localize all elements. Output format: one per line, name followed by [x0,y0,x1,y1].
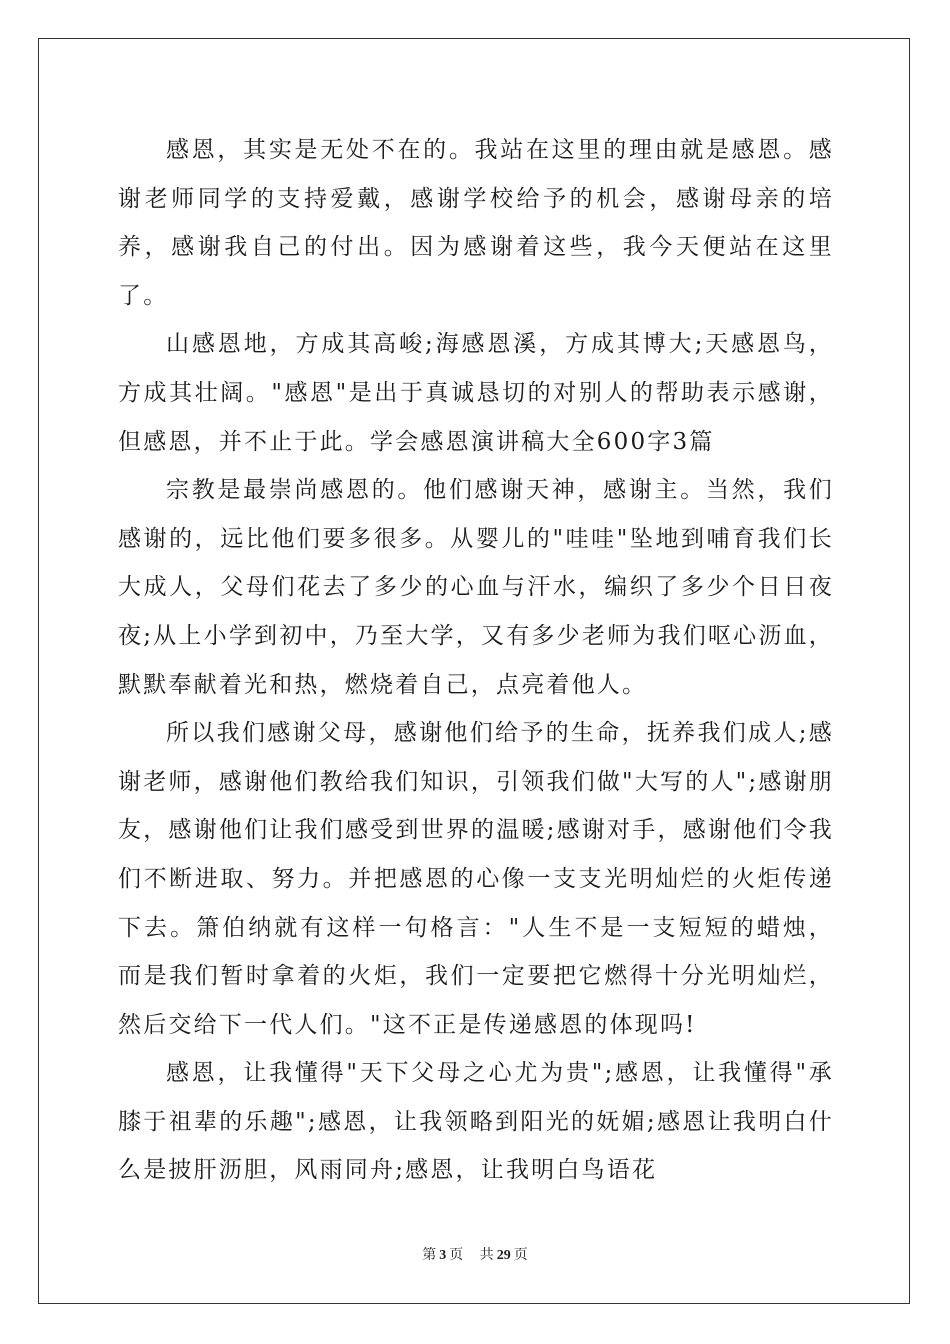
page-suffix: 页 [449,1247,464,1263]
paragraph-1: 感恩，其实是无处不在的。我站在这里的理由就是感恩。感谢老师同学的支持爱戴，感谢学校给予的机会，感谢母亲的培养，感谢我自己的付出。因为感谢着这些，我今天便站在这里了。 [118,137,834,309]
paragraph-4: 所以我们感谢父母，感谢他们给予的生命，抚养我们成人;感谢老师，感谢他们教给我们知识，引领我们做"大写的人";感谢朋友，感谢他们让我们感受到世界的温暖;感谢对手，感谢他们令我们不断进取、努力。并把感恩的心像一支支光明灿烂的火炬传递下去。箫伯纳就有这样一句格言："人生不是一支短短的蜡烛，而是我们暂时拿着的火炬，我们一定要把它燃得十分光明灿烂，然后交给下一代人们。"这不正是传递感恩的体现吗! [118,720,834,1038]
total-suffix: 页 [513,1247,528,1263]
page-number [419,1247,466,1263]
current-page: 3 [439,1248,447,1263]
page-footer [0,1244,950,1264]
paragraph-2: 山感恩地，方成其高峻;海感恩溪，方成其博大;天感恩鸟，方成其壮阔。"感恩"是出于真诚恳切的对别人的帮助表示感谢，但感恩，并不止于此。学会感恩演讲稿大全600字3篇 [118,331,834,455]
document-body [118,126,834,1195]
paragraph-5: 感恩，让我懂得"天下父母之心尤为贵";感恩，让我懂得"承膝于祖辈的乐趣";感恩，让我领略到阳光的妩媚;感恩让我明白什么是披肝沥胆，风雨同舟;感恩，让我明白鸟语花 [118,1060,834,1184]
paragraph-3: 宗教是最崇尚感恩的。他们感谢天神，感谢主。当然，我们感谢的，远比他们要多很多。从婴儿的"哇哇"坠地到哺育我们长大成人，父母们花去了多少的心血与汗水，编织了多少个日日夜夜;从上小学到初中，乃至大学，又有多少老师为我们呕心沥血，默默奉献着光和热，燃烧着自己，点亮着他人。 [118,477,834,698]
page-total [477,1247,531,1263]
page-prefix: 第 [422,1247,437,1263]
total-pages: 29 [496,1248,511,1263]
total-prefix: 共 [479,1247,494,1263]
